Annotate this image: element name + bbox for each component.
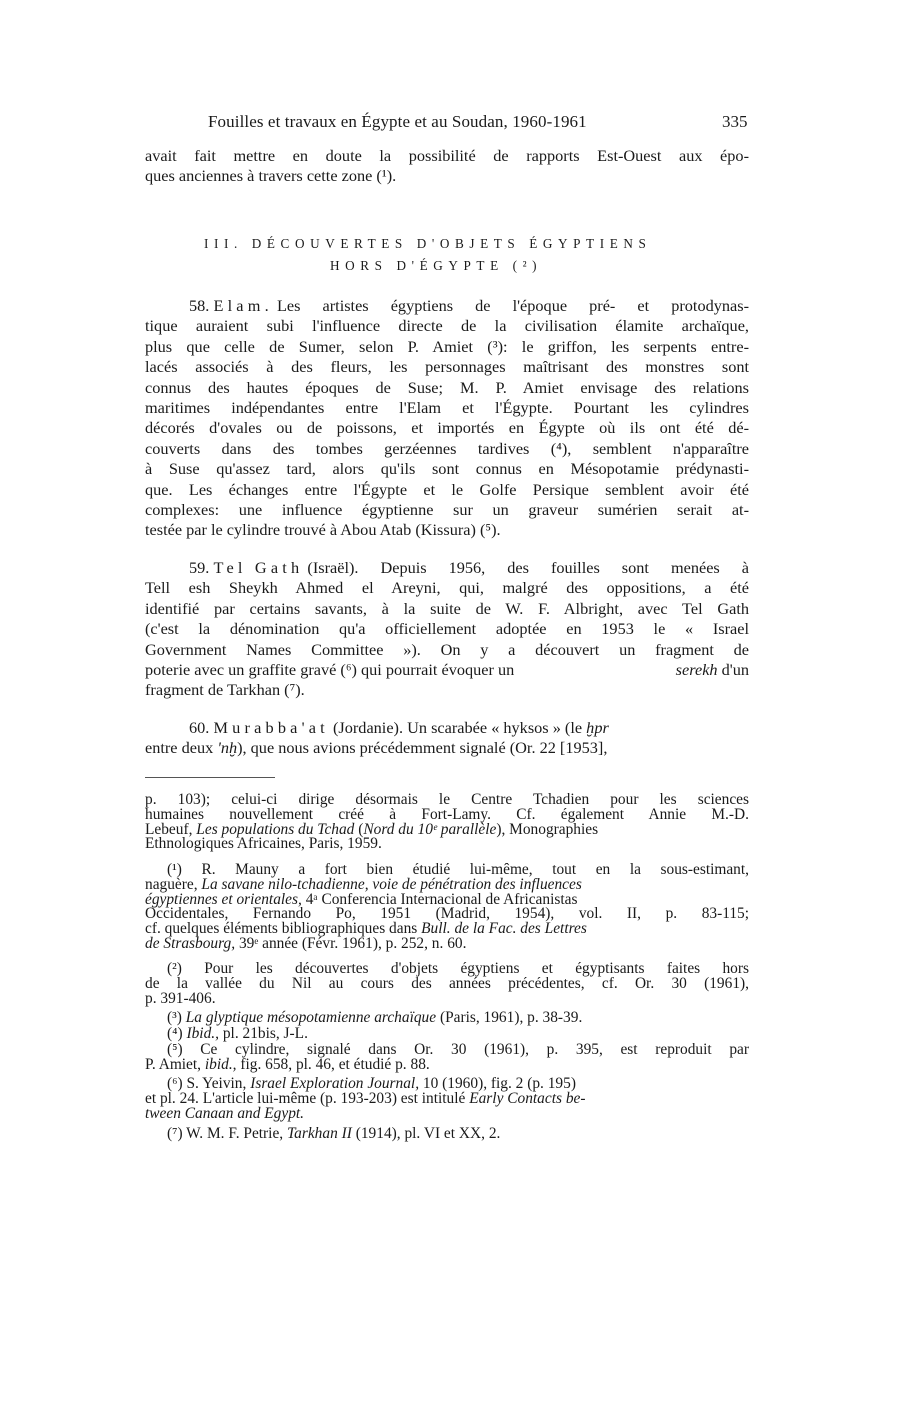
text-line: plus que celle de Sumer, selon P. Amiet (³): le griffon, les serpents entre- xyxy=(145,336,749,356)
text-line: tique auraient subi l'influence directe de la civilisation élamite archaïque, xyxy=(145,316,749,336)
text-line: (⁶) S. Yeivin, Israel Exploration Journal, 10 (1960), fig. 2 (p. 195) xyxy=(167,1075,576,1092)
footnote-7 xyxy=(145,1127,749,1142)
text-line: Tell esh Sheykh Ahmed el Areyni, qui, malgré des oppositions, a été xyxy=(145,578,749,598)
text-line: connus des hautes époques de Suse; M. P. Amiet envisage des relations xyxy=(145,377,749,397)
text-line: fragment de Tarkhan (⁷). xyxy=(145,680,305,700)
text-line: maritimes indépendantes entre l'Elam et l'Égypte. Pourtant les cylindres xyxy=(145,397,749,417)
paragraph-heading: Murabba'at xyxy=(213,718,329,737)
paragraph-heading: Elam. xyxy=(213,296,273,315)
footnote-6 xyxy=(145,1077,749,1121)
text-line: ques anciennes à travers cette zone (¹). xyxy=(145,166,397,186)
running-title: Fouilles et travaux en Égypte et au Soudan, 1960-1961 xyxy=(208,112,587,131)
text-line: à Suse qu'assez tard, alors qu'ils sont connus en Mésopotamie prédynasti- xyxy=(145,459,749,479)
italic-term: ḫpr xyxy=(586,718,609,737)
footnote-2 xyxy=(145,962,749,1006)
text-line: (¹) R. Mauny a fort bien étudié lui-même, tout en la sous-estimant, xyxy=(167,863,749,878)
text-line: poterie avec un graffite gravé (⁶) qui pourrait évoquer un serekh d'un xyxy=(145,659,749,679)
paragraph-59 xyxy=(145,558,749,701)
text-line: que. Les échanges entre l'Égypte et le Golfe Persique semblent avoir été xyxy=(145,479,749,499)
paragraph-number: 58. xyxy=(189,296,210,315)
text-line: (²) Pour les découvertes d'objets égyptiens et égyptisants faites hors xyxy=(167,962,749,977)
paragraph-heading: Tel Gath xyxy=(213,558,304,577)
text-line: de la vallée du Nil au cours des années précédentes, cf. Or. 30 (1961), xyxy=(145,976,749,992)
paragraph-number: 59. xyxy=(189,558,210,577)
footnote-1 xyxy=(145,863,749,952)
paragraph-58 xyxy=(145,296,749,541)
footnote-5 xyxy=(145,1043,749,1073)
text-line: 60. Murabba'at (Jordanie). Un scarabée « hyksos » (le ḫpr xyxy=(189,718,609,737)
text-line: Government Names Committee »). On y a découvert un fragment de xyxy=(145,639,749,659)
paragraph-60 xyxy=(145,718,749,759)
text-line: identifié par certains savants, à la suite de W. F. Albright, avec Tel Gath xyxy=(145,598,749,618)
text-line: p. 391-406. xyxy=(145,989,216,1007)
text-line: Lebeuf, Les populations du Tchad (Nord du 10ᵉ parallèle), Monographies xyxy=(145,820,599,838)
section-heading-line2: HORS D'ÉGYPTE (²) xyxy=(330,258,543,273)
text-line: Occidentales, Fernando Po, 1951 (Madrid, 1954), vol. II, p. 83-115; xyxy=(145,907,749,923)
text-line: (⁴) Ibid., pl. 21bis, J-L. xyxy=(167,1025,308,1042)
italic-term: serekh xyxy=(675,659,718,679)
text-line: complexes: une influence égyptienne sur un graveur sumérien serait at- xyxy=(145,499,749,519)
footnote-continuation xyxy=(145,793,749,852)
text-line: couverts dans des tombes gerzéennes tardives (⁴), semblent n'apparaître xyxy=(145,438,749,458)
text-line: cf. quelques éléments bibliographiques dans Bull. de la Fac. des Lettres xyxy=(145,920,587,938)
paragraph-number: 60. xyxy=(189,718,210,737)
text-line: 58. Elam. Les artistes égyptiens de l'époque pré- et protodynas- xyxy=(189,296,749,315)
text-line: avait fait mettre en doute la possibilité de rapports Est-Ouest aux épo- xyxy=(145,146,749,165)
text-line: décorés d'ovales ou de poissons, et importés en Égypte où ils ont été dé- xyxy=(145,418,749,438)
text-line: (³) La glyptique mésopotamienne archaïque (Paris, 1961), p. 38-39. xyxy=(167,1009,583,1026)
text-line: (⁷) W. M. F. Petrie, Tarkhan II (1914), pl. VI et XX, 2. xyxy=(167,1125,501,1142)
intro-paragraph xyxy=(145,146,749,187)
text-line: Ethnologiques Africaines, Paris, 1959. xyxy=(145,835,382,853)
text-line: entre deux 'nḫ), que nous avions précédemment signalé (Or. 22 [1953], xyxy=(145,738,608,758)
text-line: P. Amiet, ibid., fig. 658, pl. 46, et étudié p. 88. xyxy=(145,1055,430,1073)
text-line: testée par le cylindre trouvé à Abou Atab (Kissura) (⁵). xyxy=(145,520,501,540)
text-line: (⁵) Ce cylindre, signalé dans Or. 30 (1961), p. 395, est reproduit par xyxy=(167,1043,749,1058)
text-line: 59. Tel Gath (Israël). Depuis 1956, des fouilles sont menées à xyxy=(189,558,749,577)
footnote-rule xyxy=(145,777,275,778)
section-heading-line1: III. DÉCOUVERTES D'OBJETS ÉGYPTIENS xyxy=(204,236,652,251)
text-line: de Strasbourg, 39ᵉ année (Févr. 1961), p. 252, n. 60. xyxy=(145,934,467,952)
text-line: lacés associés à des fleurs, les personnages maîtrisant des monstres sont xyxy=(145,357,749,377)
italic-term: 'nḫ xyxy=(217,738,238,758)
text-line: tween Canaan and Egypt. xyxy=(145,1104,305,1122)
text-line: (c'est la dénomination qu'a officiellement adoptée en 1953 le « Israel xyxy=(145,619,749,639)
text-line: et pl. 24. L'article lui-même (p. 193-203) est intitulé Early Contacts be- xyxy=(145,1089,586,1107)
footnote-4 xyxy=(145,1027,749,1042)
footnote-3 xyxy=(145,1011,749,1026)
text-line: p. 103); celui-ci dirige désormais le Centre Tchadien pour les sciences xyxy=(145,793,749,808)
text-line: naguère, La savane nilo-tchadienne, voie de pénétration des influences xyxy=(145,875,582,893)
page-number: 335 xyxy=(722,112,748,131)
text-line: égyptiennes et orientales, 4ᵃ Conferencia Internacional de Africanistas xyxy=(145,890,578,908)
text-line: humaines nouvellement créé à Fort-Lamy. Cf. également Annie M.-D. xyxy=(145,807,749,823)
